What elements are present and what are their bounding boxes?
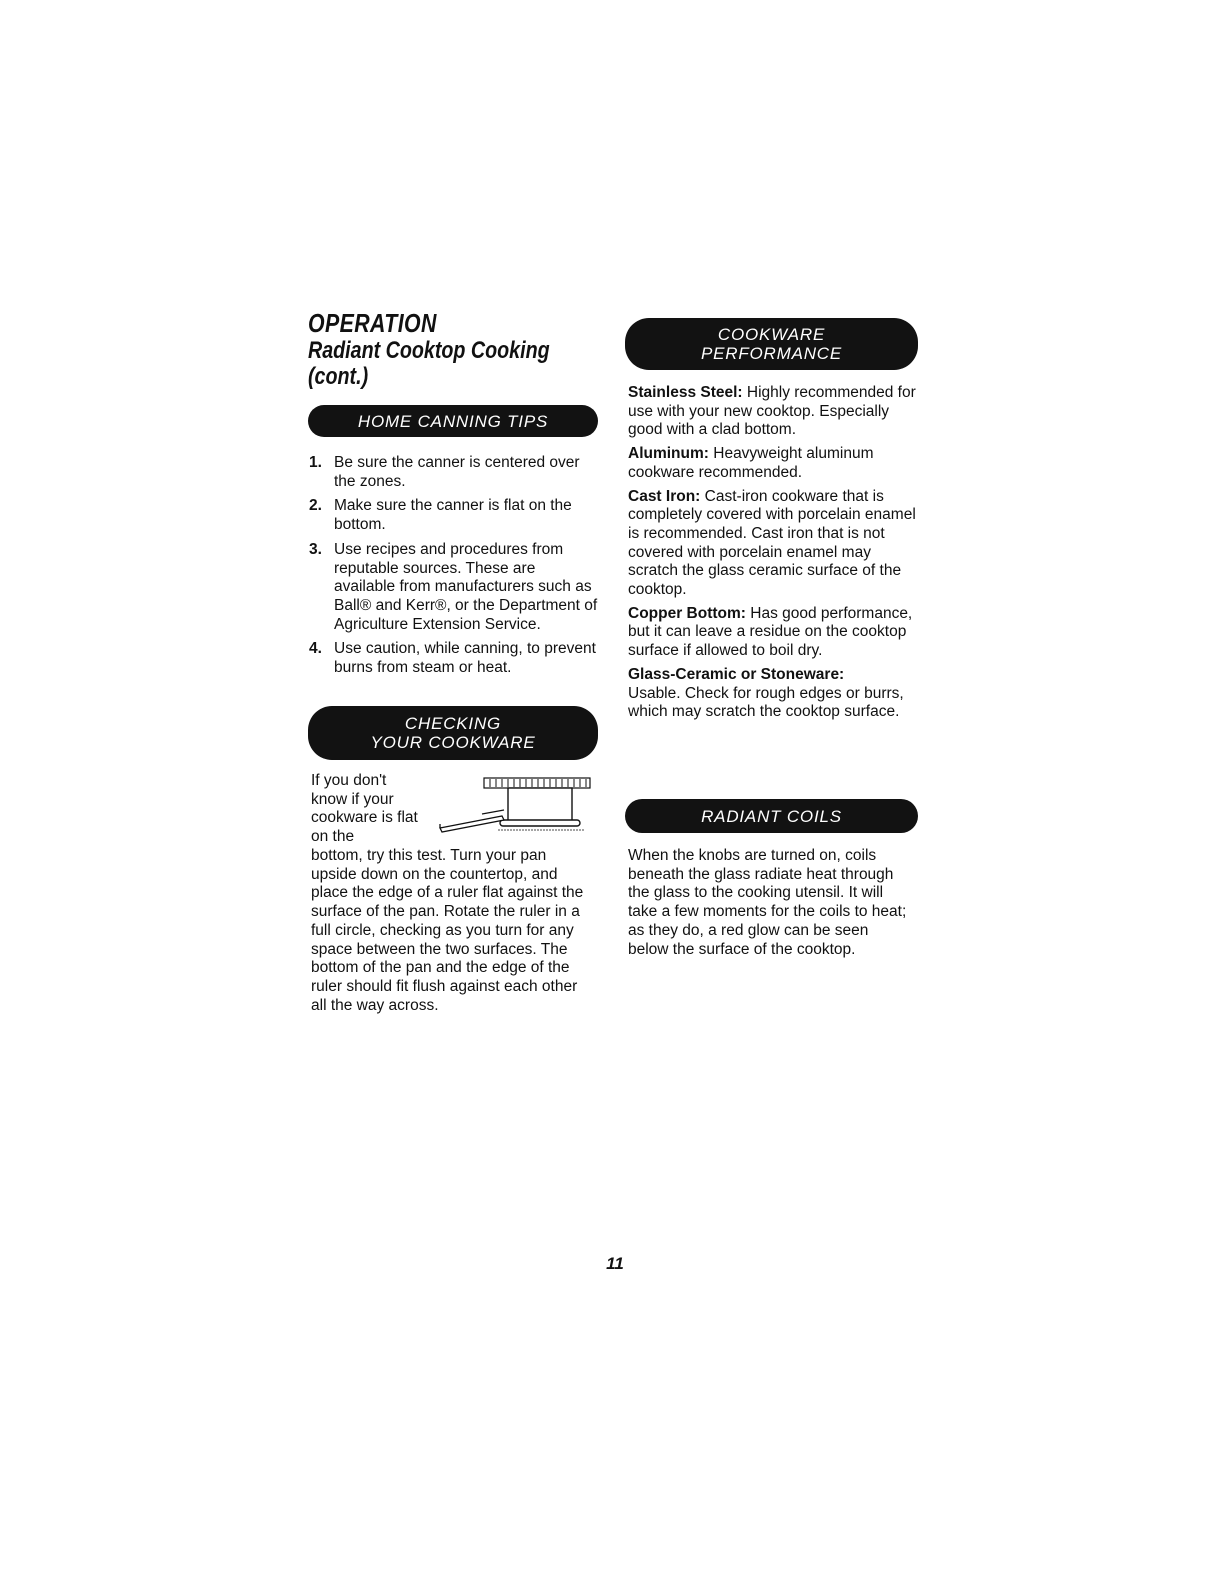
cookware-term: Copper Bottom: xyxy=(628,604,746,622)
cookware-performance-banner xyxy=(625,318,918,370)
cookware-entry xyxy=(628,605,918,661)
cookware-term: Stainless Steel: xyxy=(628,384,743,401)
cookware-description: Has good performance, but it can leave a residue on the cooktop surface if allowed to boil dry. xyxy=(628,604,913,660)
checking-cookware-banner xyxy=(308,706,598,760)
radiant-coils-text: When the knobs are turned on, coils beneath the glass radiate heat through the glass to the cooking utensil. It will take a few moments for the coils to heat; as they do, a red glow can be seen below the surface of the cooktop. xyxy=(628,847,907,958)
cookware-term: Aluminum: xyxy=(628,445,709,463)
subtitle-line-1: Radiant Cooktop Cooking xyxy=(308,337,550,364)
list-item xyxy=(308,541,600,635)
home-canning-list xyxy=(308,454,600,684)
cookware-description: Cast-iron cookware that is completely covered with porcelain enamel is recommended. Cast iron that is not covered with porcelain enamel may scratch the glass ceramic surface of the cooktop. xyxy=(628,487,916,599)
page-subtitle xyxy=(308,338,550,390)
list-item-text: Use recipes and procedures from reputable sources. These are available from manufacturers such as Ball® and Kerr®, or the Department of Agriculture Extension Service. xyxy=(334,540,598,633)
list-item-number: 4. xyxy=(309,640,322,658)
cookware-performance-list xyxy=(628,384,918,727)
radiant-coils-banner-label: RADIANT COILS xyxy=(701,806,842,826)
radiant-coils-banner xyxy=(625,799,918,833)
checking-body-text: bottom, try this test. Turn your pan upside down on the countertop, and place the edge of a ruler flat against the surface of the pan. Rotate the ruler in a full circle, checking as you turn for any space between the two surfaces. The bottom of the pan and the edge of the ruler should fit flush against each other all the way across. xyxy=(311,847,584,1014)
list-item xyxy=(308,497,600,534)
cookware-term: Cast Iron: xyxy=(628,487,701,505)
list-item xyxy=(308,640,600,677)
home-canning-banner xyxy=(308,405,598,437)
list-item-text: Use caution, while canning, to prevent burns from steam or heat. xyxy=(334,640,596,677)
list-item-number: 2. xyxy=(309,497,322,515)
list-item xyxy=(308,454,600,491)
performance-banner-line-1: COOKWARE xyxy=(717,325,826,344)
list-item-text: Be sure the canner is centered over the zones. xyxy=(334,454,580,490)
checking-banner-line-2: YOUR COOKWARE xyxy=(370,733,536,752)
performance-banner-line-2: PERFORMANCE xyxy=(700,344,843,363)
cookware-description: Heavyweight aluminum cookware recommended. xyxy=(628,445,874,481)
cookware-entry xyxy=(628,384,918,440)
pan-ruler-illustration xyxy=(432,772,592,834)
cookware-term: Glass-Ceramic or Stoneware: xyxy=(628,665,845,683)
list-item-number: 3. xyxy=(309,540,322,558)
list-item-number: 1. xyxy=(309,454,322,471)
cookware-entry xyxy=(628,445,918,482)
cookware-entry xyxy=(628,666,918,722)
cookware-entry xyxy=(628,488,918,600)
checking-banner-line-1: CHECKING xyxy=(404,714,502,733)
list-item-text: Make sure the canner is flat on the bottom. xyxy=(334,497,572,534)
home-canning-banner-label: HOME CANNING TIPS xyxy=(357,411,549,431)
cookware-description: Usable. Check for rough edges or burrs, which may scratch the cooktop surface. xyxy=(628,684,904,721)
section-title: OPERATION xyxy=(308,308,437,338)
checking-intro-text: If you don't know if your cookware is flat on the xyxy=(311,772,418,846)
subtitle-line-2: (cont.) xyxy=(308,363,369,390)
page-number: 11 xyxy=(606,1254,624,1273)
cookware-description: Highly recommended for use with your new cooktop. Especially good with a clad bottom. xyxy=(628,384,916,439)
